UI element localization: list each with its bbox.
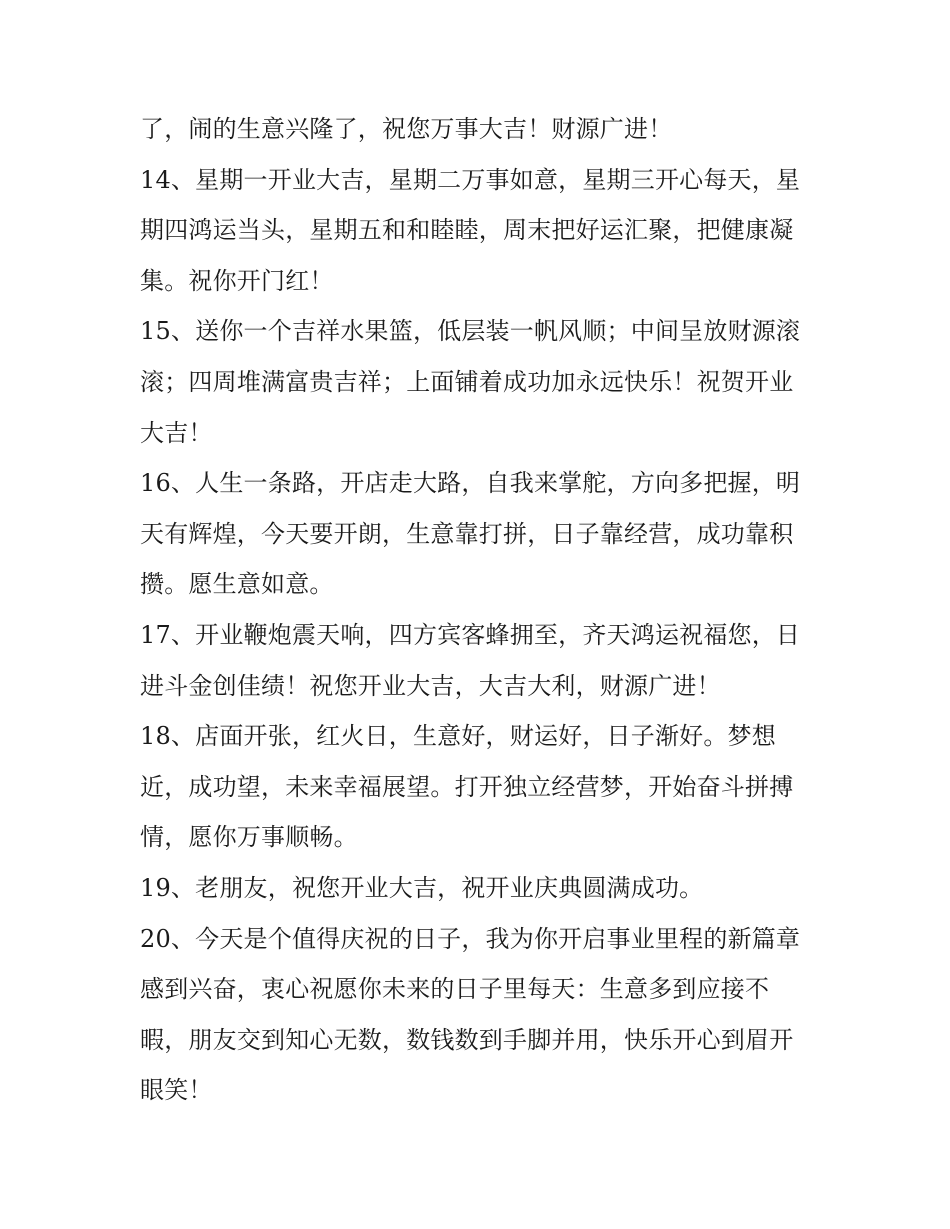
text-line-19: 暇，朋友交到知心无数，数钱数到手脚并用，快乐开心到眉开 xyxy=(140,1025,794,1054)
text-line-3: 期四鸿运当头，星期五和和睦睦，周末把好运汇聚，把健康凝 xyxy=(140,216,794,245)
text-line-10: 攒。愿生意如意。 xyxy=(140,570,334,599)
text-line-16: 19、老朋友，祝您开业大吉，祝开业庆典圆满成功。 xyxy=(140,873,704,902)
text-line-14: 近，成功望，未来幸福展望。打开独立经营梦，开始奋斗拼搏 xyxy=(140,772,794,801)
text-line-2: 14、星期一开业大吉，星期二万事如意，星期三开心每天，星 xyxy=(140,165,801,194)
text-line-12: 进斗金创佳绩！祝您开业大吉，大吉大利，财源广进！ xyxy=(140,671,721,700)
text-line-11: 17、开业鞭炮震天响，四方宾客蜂拥至，齐天鸿运祝福您，日 xyxy=(140,620,801,649)
text-line-9: 天有辉煌，今天要开朗，生意靠打拼，日子靠经营，成功靠积 xyxy=(140,519,794,548)
text-line-7: 大吉！ xyxy=(140,418,213,447)
text-line-17: 20、今天是个值得庆祝的日子，我为你开启事业里程的新篇章 xyxy=(140,924,801,953)
text-line-8: 16、人生一条路，开店走大路，自我来掌舵，方向多把握，明 xyxy=(140,469,801,498)
text-line-18: 感到兴奋，衷心祝愿你未来的日子里每天：生意多到应接不 xyxy=(140,975,770,1004)
text-line-1: 了，闹的生意兴隆了，祝您万事大吉！财源广进！ xyxy=(140,115,673,143)
text-line-15: 情，愿你万事顺畅。 xyxy=(140,823,358,852)
text-line-13: 18、店面开张，红火日，生意好，财运好，日子渐好。梦想 xyxy=(140,722,776,751)
document-body xyxy=(140,104,815,1116)
text-line-20: 眼笑！ xyxy=(140,1076,213,1105)
text-line-5: 15、送你一个吉祥水果篮，低层装一帆风顺；中间呈放财源滚 xyxy=(140,317,801,346)
text-line-4: 集。祝你开门红！ xyxy=(140,266,334,295)
text-line-6: 滚；四周堆满富贵吉祥；上面铺着成功加永远快乐！祝贺开业 xyxy=(140,367,794,396)
